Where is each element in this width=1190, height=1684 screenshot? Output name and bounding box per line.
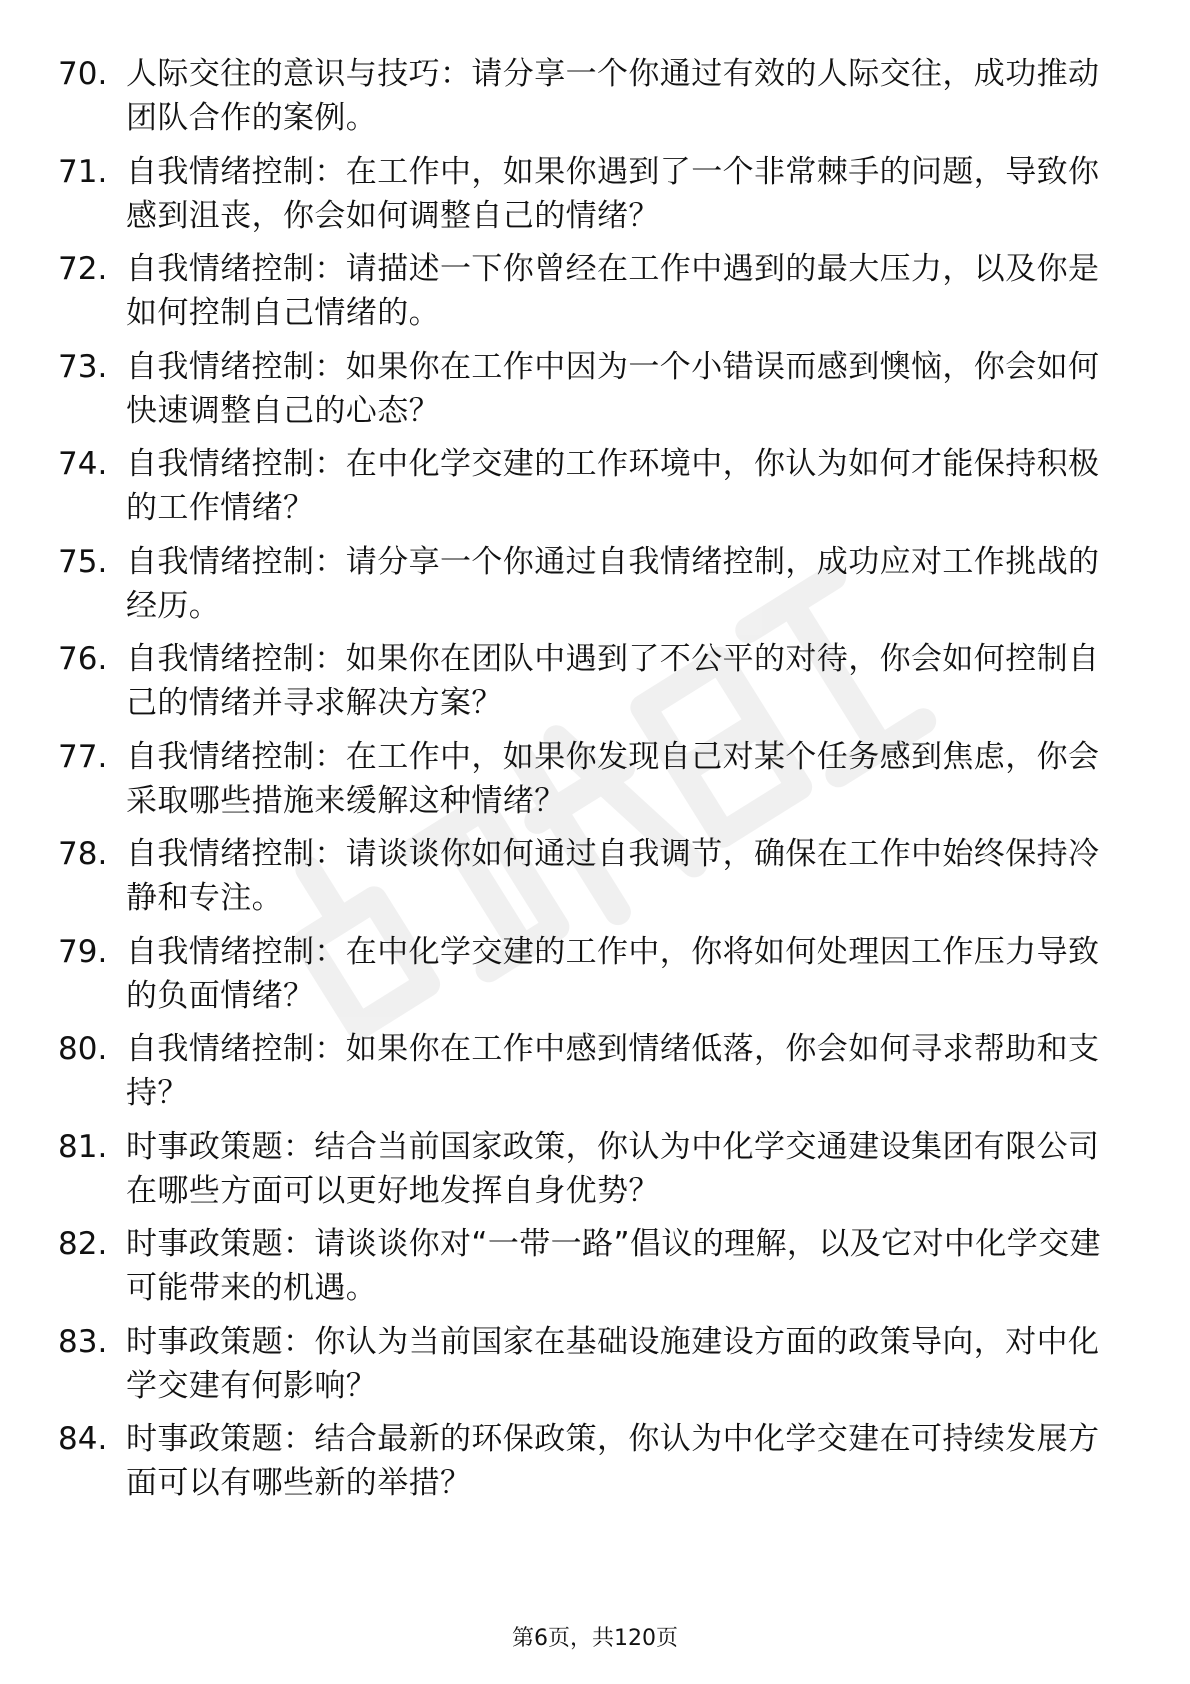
question-text: 自我情绪控制：在中化学交建的工作环境中，你认为如何才能保持积极的工作情绪？ bbox=[126, 446, 1100, 526]
question-item bbox=[58, 637, 1118, 735]
question-number: 73. bbox=[58, 348, 108, 385]
question-number: 78. bbox=[58, 836, 108, 872]
question-text: 自我情绪控制：在工作中，如果你遇到了一个非常棘手的问题，导致你感到沮丧，你会如何调整自己的情绪？ bbox=[126, 153, 1100, 234]
question-item bbox=[58, 1417, 1118, 1515]
question-text: 时事政策题：你认为当前国家在基础设施建设方面的政策导向，对中化学交建有何影响？ bbox=[126, 1323, 1100, 1404]
question-number: 82. bbox=[58, 1226, 108, 1262]
question-number: 80. bbox=[58, 1031, 108, 1067]
question-number: 79. bbox=[58, 933, 108, 970]
question-number: 83. bbox=[58, 1323, 108, 1360]
question-text: 自我情绪控制：在工作中，如果你发现自己对某个任务感到焦虑，你会采取哪些措施来缓解这种情绪？ bbox=[126, 738, 1100, 819]
question-number: 72. bbox=[58, 251, 108, 287]
question-item bbox=[58, 540, 1118, 638]
question-text: 人际交往的意识与技巧：请分享一个你通过有效的人际交往，成功推动团队合作的案例。 bbox=[126, 56, 1100, 136]
question-text: 自我情绪控制：如果你在工作中感到情绪低落，你会如何寻求帮助和支持？ bbox=[126, 1031, 1100, 1111]
question-text: 自我情绪控制：请描述一下你曾经在工作中遇到的最大压力，以及你是如何控制自己情绪的。 bbox=[126, 251, 1100, 331]
question-item bbox=[58, 247, 1118, 345]
question-text: 时事政策题：请谈谈你对“一带一路”倡议的理解，以及它对中化学交建可能带来的机遇。 bbox=[126, 1226, 1101, 1306]
question-item bbox=[58, 930, 1118, 1028]
question-item bbox=[58, 150, 1118, 248]
question-text: 时事政策题：结合最新的环保政策，你认为中化学交建在可持续发展方面可以有哪些新的举措？ bbox=[126, 1421, 1100, 1501]
question-item bbox=[58, 345, 1118, 443]
question-number: 84. bbox=[58, 1421, 108, 1457]
question-item bbox=[58, 1125, 1118, 1223]
question-item bbox=[58, 1320, 1118, 1418]
question-number: 70. bbox=[58, 56, 108, 92]
question-text: 自我情绪控制：如果你在工作中因为一个小错误而感到懊恼，你会如何快速调整自己的心态？ bbox=[126, 348, 1100, 429]
question-item bbox=[58, 52, 1118, 150]
question-number: 71. bbox=[58, 153, 108, 190]
question-item bbox=[58, 832, 1118, 930]
question-item bbox=[58, 735, 1118, 833]
question-item bbox=[58, 1027, 1118, 1125]
question-text: 自我情绪控制：请分享一个你通过自我情绪控制，成功应对工作挑战的经历。 bbox=[126, 543, 1100, 624]
question-number: 81. bbox=[58, 1128, 108, 1165]
question-text: 自我情绪控制：在中化学交建的工作中，你将如何处理因工作压力导致的负面情绪？ bbox=[126, 933, 1100, 1014]
question-text: 自我情绪控制：如果你在团队中遇到了不公平的对待，你会如何控制自己的情绪并寻求解决方案？ bbox=[126, 641, 1100, 721]
question-number: 74. bbox=[58, 446, 108, 482]
page-footer: 第6页，共120页 bbox=[512, 1626, 678, 1651]
question-text: 时事政策题：结合当前国家政策，你认为中化学交通建设集团有限公司在哪些方面可以更好地发挥自身优势？ bbox=[126, 1128, 1100, 1209]
question-text: 自我情绪控制：请谈谈你如何通过自我调节，确保在工作中始终保持冷静和专注。 bbox=[126, 836, 1100, 916]
question-number: 75. bbox=[58, 543, 108, 580]
question-item bbox=[58, 442, 1118, 540]
question-number: 76. bbox=[58, 641, 108, 677]
question-list bbox=[58, 52, 1118, 1515]
question-number: 77. bbox=[58, 738, 108, 775]
question-item bbox=[58, 1222, 1118, 1320]
